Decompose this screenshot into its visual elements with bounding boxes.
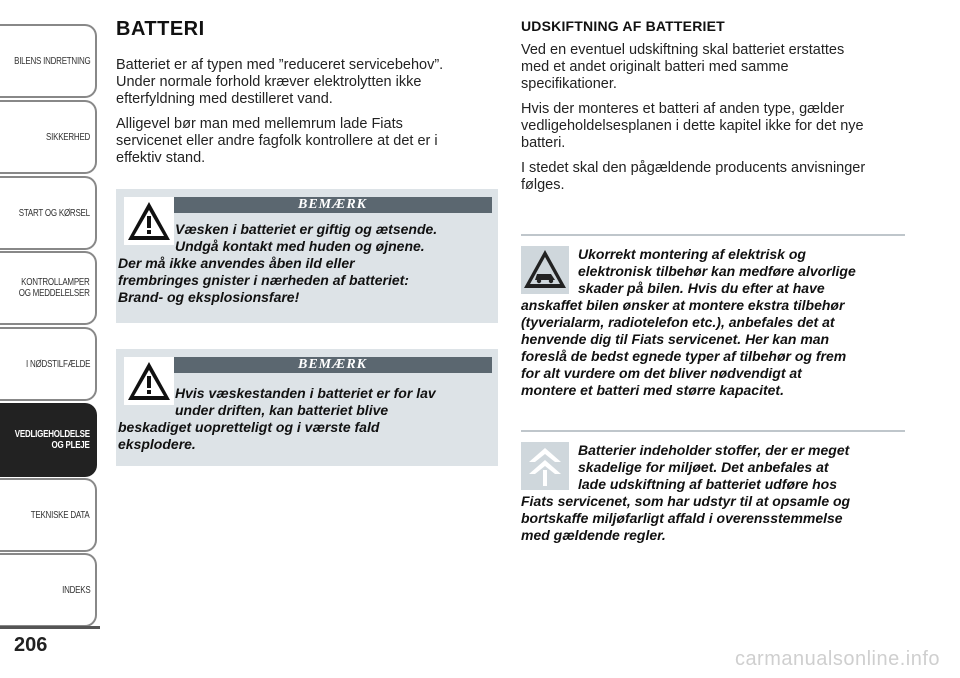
note-line: under driften, kan batteriet blive [175,402,389,418]
notice-line: skadelige for miljøet. Det anbefales at [578,459,829,475]
notice-line: skader på bilen. Hvis du efter at have [578,280,825,296]
note-text [116,385,490,453]
text-line: Batteriet er af typen med ”reduceret servicebehov”. [116,57,444,73]
tab-i-nodstilfaelde[interactable] [0,327,97,401]
text-line: effektiv stand. [116,150,206,166]
tab-label-line1: VEDLIGEHOLDELSE [14,429,90,440]
notice-line: (tyverialarm, radiotelefon etc.), anbefales det at [521,314,835,330]
tab-start-og-korsel[interactable] [0,176,97,250]
paragraph-3 [521,160,905,194]
tab-label: BILENS INDRETNING [13,55,90,67]
note-line: Hvis væskestanden i batteriet er for lav [175,385,436,401]
right-column [521,14,905,202]
divider [521,430,905,432]
notice-line: henvende dig til Fiats servicenet. Her kan man [521,331,830,347]
note-line: Brand- og eksplosionsfare! [118,289,300,305]
note-line: Der må ikke anvendes åben ild eller [118,255,355,271]
notice-line: lade udskiftning af batteriet udføre hos [578,476,838,492]
notice-line: anskaffet bilen ønsker at montere ekstra tilbehør [521,297,845,313]
tab-label: I NØDSTILFÆLDE [25,358,90,370]
notice-line: bortskaffe miljøfarligt affald i overensstemmelse [521,510,843,526]
paragraph-1 [521,42,905,93]
text-line: servicenet eller andre fagfolk kontrollere at det er i [116,133,438,149]
section-heading-batteri: BATTERI [116,18,205,40]
tab-label: INDEKS [61,584,90,596]
divider [521,234,905,236]
notice-line: med gældende regler. [521,527,666,543]
paragraph-2 [116,116,500,167]
notice-text [521,442,905,544]
tab-bilens-indretning[interactable] [0,24,97,98]
warning-note-1 [116,189,498,323]
text-line: batteri. [521,135,566,151]
text-line: Under normale forhold kræver elektrolytten ikke [116,74,422,90]
text-line: med et andet originalt batteri med samme [521,59,789,75]
tab-label: TEKNISKE DATA [31,509,90,521]
note-label: BEMÆRK [173,197,492,213]
notice-line: montere et batteri med større kapacitet. [521,382,784,398]
tab-tekniske-data[interactable] [0,478,97,552]
text-line: efterfyldning med destilleret vand. [116,91,333,107]
car-notice [521,234,905,404]
note-line: eksplodere. [118,436,196,452]
notice-text [521,246,905,399]
tab-label-line2: OG PLEJE [51,440,90,451]
text-line: vedligeholdelsesplanen i dette kapitel ikke for det nye [521,118,864,134]
watermark: carmanualsonline.info [734,648,940,670]
text-line: Alligevel bør man med mellemrum lade Fiats [116,116,403,132]
notice-line: foreslå de bedst egnede typer af tilbehør og frem [521,348,847,364]
notice-line: Batterier indeholder stoffer, der er meget [578,442,850,458]
text-line: Ved en eventuel udskiftning skal batteriet erstattes [521,42,845,58]
tab-label: SIKKERHED [45,131,90,143]
notice-line: elektronisk tilbehør kan medføre alvorlige [578,263,856,279]
text-line: følges. [521,177,565,193]
warning-note-2 [116,349,498,466]
paragraph-2 [521,101,905,152]
note-line: beskadiget uopretteligt og i værste fald [118,419,380,435]
tab-label-line2: OG MEDDELELSER [19,288,90,299]
text-line: specifikationer. [521,76,617,92]
notice-line: Ukorrekt montering af elektrisk og [578,246,806,262]
page-number: 206 [14,634,48,656]
text-line: I stedet skal den pågældende producents anvisninger [521,160,866,176]
left-column [116,14,500,175]
note-label: BEMÆRK [173,357,492,373]
tab-label-line1: KONTROLLAMPER [21,277,90,288]
paragraph-1 [116,57,500,108]
environment-notice [521,430,905,560]
tab-kontrollamper[interactable] [0,251,97,325]
note-line: frembringes gnister i nærheden af batteriet: [118,272,409,288]
notice-line: Fiats servicenet, som har udstyr til at opsamle og [521,493,851,509]
note-line: Undgå kontakt med huden og øjnene. [175,238,425,254]
note-text [116,221,490,306]
tab-vedligeholdelse-active[interactable] [0,403,97,477]
tab-sikkerhed[interactable] [0,100,97,174]
notice-line: for alt vurdere om det bliver nødvendigt at [521,365,802,381]
text-line: Hvis der monteres et batteri af anden type, gælder [521,101,845,117]
page-number-divider [0,626,100,629]
tab-label: START OG KØRSEL [18,207,90,219]
note-line: Væsken i batteriet er giftig og ætsende. [175,221,438,237]
tab-indeks[interactable] [0,553,97,627]
section-heading-udskiftning: UDSKIFTNING AF BATTERIET [521,18,725,34]
